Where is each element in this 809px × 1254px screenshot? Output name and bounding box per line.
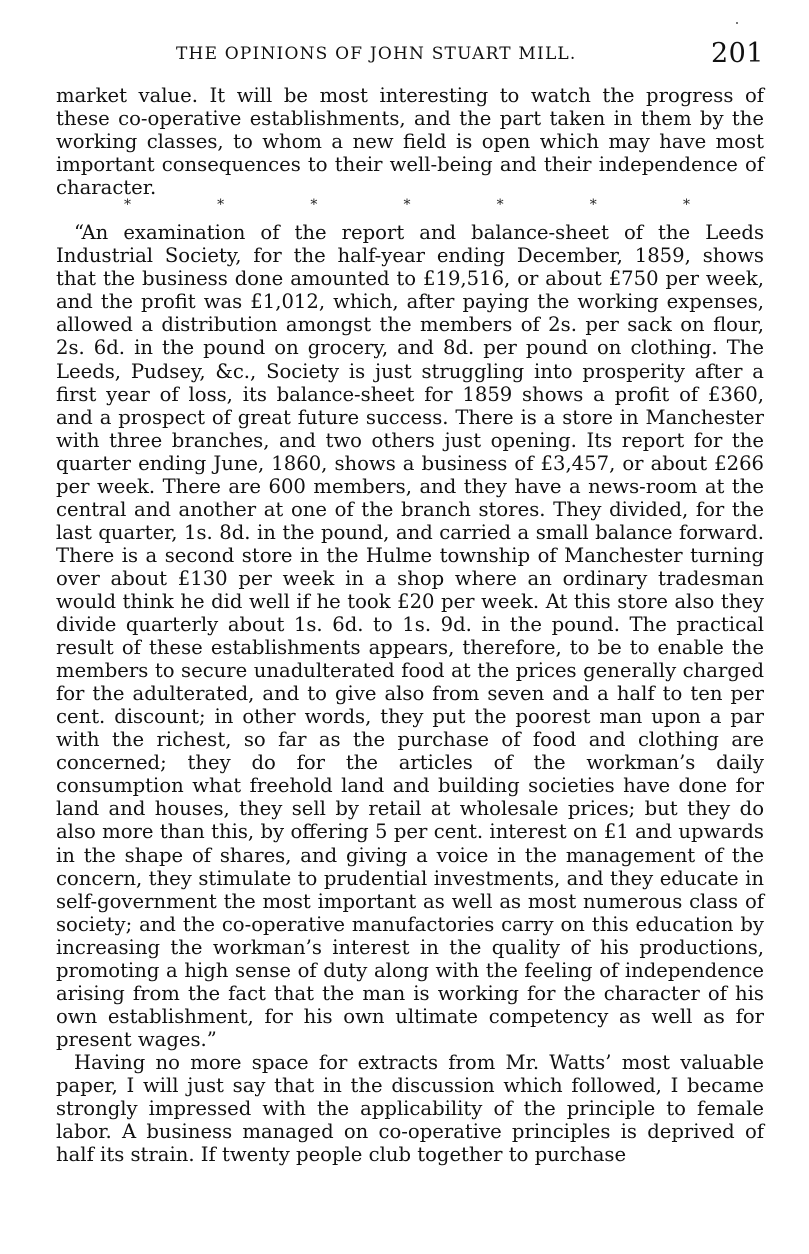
asterisk: * — [217, 197, 225, 214]
running-head — [56, 34, 764, 74]
body-text — [56, 84, 764, 1166]
asterisk: * — [589, 197, 597, 214]
section-break-asterisks — [56, 197, 764, 217]
paragraph-opening: market value. It will be most interesting to watch the progress of these co-operative establishments, and the part taken in them by the working classes, to whom a new field is open which may have most important consequences to their well-being and their independence of character. — [56, 84, 764, 200]
running-title: THE OPINIONS OF JOHN STUART MILL. — [176, 44, 577, 64]
asterisk: * — [682, 197, 690, 214]
paragraph-quotation: “An examination of the report and balance-sheet of the Leeds Industrial Society, for the half-year ending December, 1859, shows that the business done amounted to £19,516, or about £750 per week, and the profit was £1,012, which, after paying the working expenses, allowed a distribution amongst the members of 2s. per sack on flour, 2s. 6d. in the pound on grocery, and 8d. per pound on clothing. The Leeds, Pudsey, &c., Society is just struggling into prosperity after a first year of loss, its balance-sheet for 1859 shows a profit of £360, and a prospect of great future success. There is a store in Manchester with three branches, and two others just opening. Its report for the quarter ending June, 1860, shows a business of £3,457, or about £266 per week. There are 600 members, and they have a news-room at the central and another at one of the branch stores. They divided, for the last quarter, 1s. 8d. in the pound, and carried a small balance forward. There is a second store in the Hulme township of Manchester turning over about £130 per week in a shop where an ordinary tradesman would think he did well if he took £20 per week. At this store also they divide quarterly about 1s. 6d. to 1s. 9d. in the pound. The practical result of these establishments appears, therefore, to be to enable the members to secure unadulterated food at the prices generally charged for the adulterated, and to give also from seven and a half to ten per cent. discount; in other words, they put the poorest man upon a par with the richest, so far as the purchase of food and clothing are concerned; they do for the articles of the workman’s daily consumption what freehold land and building societies have done for land and houses, they sell by retail at wholesale prices; but they do also more than this, by offering 5 per cent. interest on £1 and upwards in the shape of shares, and giving a voice in the management of the concern, they stimulate to prudential investments, and they educate in self-government the most important as well as most numerous class of society; and the co-operative manufactories carry on this education by increasing the workman’s interest in the quality of his productions, promoting a high sense of duty along with the feeling of independence arising from the fact that the man is working for the character of his own establishment, for his own ultimate competency as well as for present wages.” — [56, 221, 764, 1051]
margin-mark — [736, 22, 738, 24]
page-number: 201 — [710, 38, 764, 69]
asterisk: * — [124, 197, 131, 214]
asterisk: * — [496, 197, 504, 214]
paragraph-closing: Having no more space for extracts from Mr. Watts’ most valuable paper, I will just say that in the discussion which followed, I became strongly impressed with the applicability of the principle to female labor. A business managed on co-operative principles is deprived of half its strain. If twenty people club together to purchase — [56, 1050, 764, 1167]
asterisk: * — [403, 197, 411, 214]
book-page — [56, 34, 764, 1166]
asterisk: * — [310, 197, 318, 214]
